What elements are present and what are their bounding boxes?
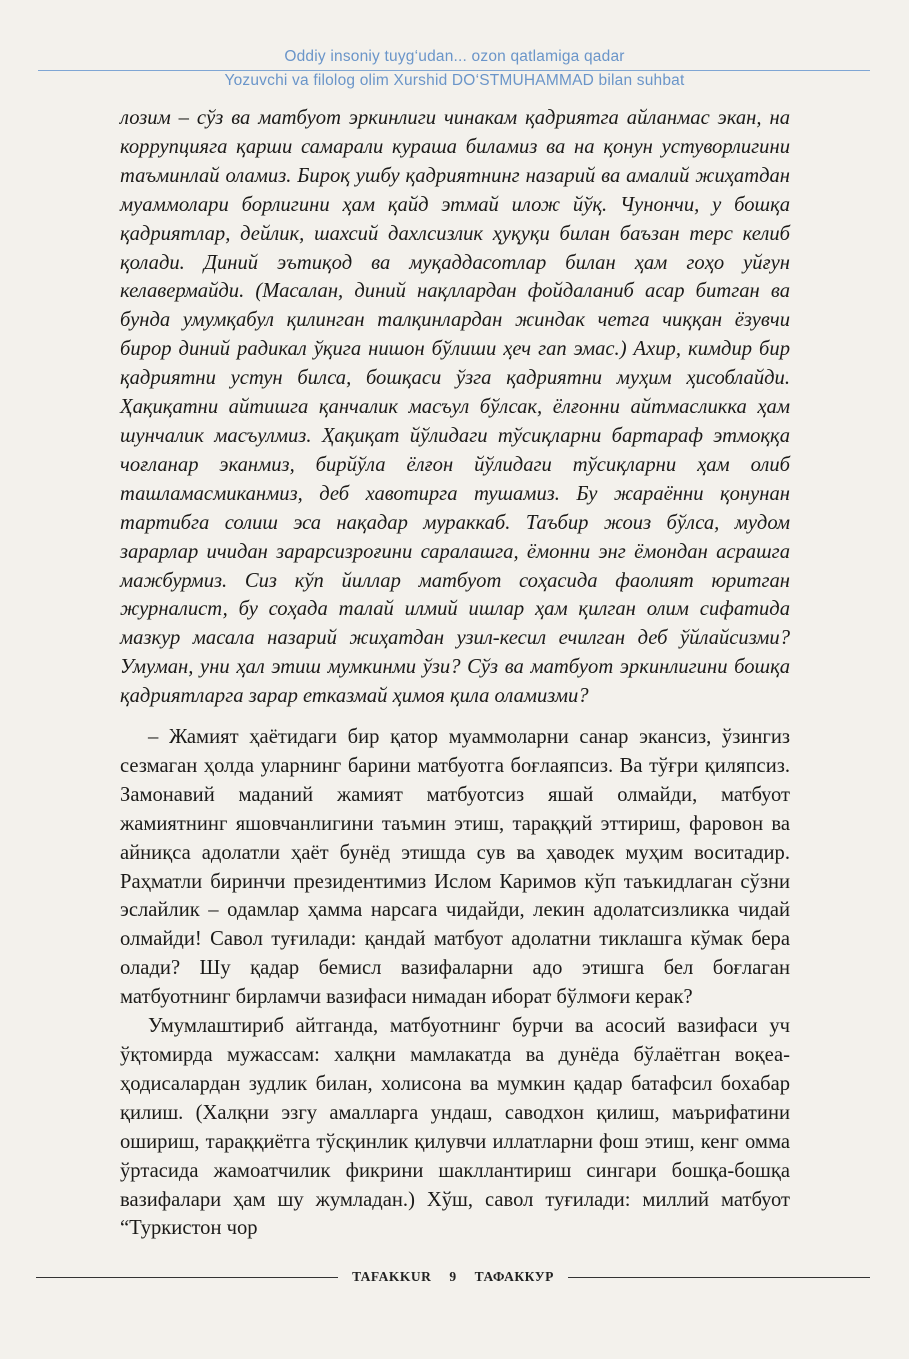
header-subtitle: Yozuvchi va filolog olim Xurshid DO‘STMUHAMMAD bilan suhbat xyxy=(224,72,685,89)
answer-paragraph-2: Умумлаштириб айтганда, матбуотнинг бурчи ва асосий вазифаси уч ўқтомирда мужассам: халқни мамлакатда ва дунёда бўлаётган воқеа-ҳодисалардан зудлик билан, холисона ва мумкин қадар батафсил бохабар қилиш. (Халқни эзгу амалларга ундаш, саводхон қилиш, маърифатини ошириш, тараққиётга тўсқинлик қилувчи иллатларни фош этиш, кенг омма ўртасида жамоатчилик фикрини шакллантириш сингари бошқа-бошқа вазифалари ҳам шу жумладан.) Хўш, савол туғилади: миллий матбуот “Туркистон чор xyxy=(120,1015,790,1240)
page-footer xyxy=(36,1266,870,1288)
footer-rule-right xyxy=(568,1277,870,1278)
header-rule xyxy=(38,70,870,71)
footer-rule-left xyxy=(36,1277,338,1278)
footer-text xyxy=(352,1269,554,1285)
answer-paragraph-1: – Жамият ҳаётидаги бир қатор муаммоларни санар экансиз, ўзингиз сезмаган ҳолда уларнинг барини матбуотга боғлаяпсиз. Ва тўғри қиляпсиз. Замонавий маданий жамият матбуотсиз яшай олмайди, матбуот жамиятнинг яшовчанлигини таъмин этиш, тараққий эттириш, фаровон ва айниқса адолатли ҳаёт бунёд этишда сув ва ҳаводек муҳим воситадир. Раҳматли биринчи президентимиз Ислом Каримов кўп таъкидлаган сўзни эслайлик – одамлар ҳамма нарсага чидайди, лекин адолатсизликка чидай олмайди! Савол туғилади: қандай матбуот адолатни тиклашга кўмак бера олади? Шу қадар бемисл вазифаларни адо этишга бел боғлаган матбуотнинг бирламчи вазифаси нимадан иборат бўлмоғи керак? xyxy=(120,726,790,1009)
running-header xyxy=(0,48,909,90)
interviewer-question: лозим – сўз ва матбуот эркинлиги чинакам қадриятга айланмас экан, на коррупцияга қарши самарали кураша биламиз ва на қонун устуворлигини таъминлай оламиз. Бироқ ушбу қадриятнинг назарий ва амалий жиҳатдан муаммолари борлигини ҳам қайд этмай илож йўқ. Чунончи, у бошқа қадриятлар, дейлик, шахсий дахлсизлик ҳуқуқи билан баъзан терс келиб қолади. Диний эътиқод ва муқаддасотлар билан ҳам гоҳо уйғун келавермайди. (Масалан, диний нақллардан фойдаланиб асар битган ва бунда умумқабул қилинган талқинлардан жиндак четга чиққан ёзувчи бирор диний радикал ўқига нишон бўлиши ҳеч гап эмас.) Ахир, кимдир бир қадриятни устун билса, бошқаси ўзга қадриятни муҳим ҳисоблайди. Ҳақиқатни айтишга қанчалик масъул бўлсак, ёлғонни айтмасликка ҳам шунчалик масъулмиз. Ҳақиқат йўлидаги тўсиқларни бартараф этмоққа чоғланар эканмиз, бирйўла ёлғон йўлидаги тўсиқларни ҳам олиб ташламасмиканмиз, деб хавотирга тушамиз. Бу жараённи қонунан тартибга солиш эса нақадар мураккаб. Таъбир жоиз бўлса, мудом зарарлар ичидан зарарсизроғини саралашга, ёмонни энг ёмондан асрашга мажбурмиз. Сиз кўп йиллар матбуот соҳасида фаолият юритган журналист, бу соҳада талай илмий ишлар ҳам қилган олим сифатида мазкур масала назарий жиҳатдан узил-кесил ечилган деб ўйлайсизми? Умуман, уни ҳал этиш мумкинми ўзи? Сўз ва матбуот эркинлигини бошқа қадриятларга зарар етказмай ҳимоя қила оламизми? xyxy=(120,107,790,708)
article-body xyxy=(120,104,790,1243)
footer-journal-cyrillic: ТАФАККУР xyxy=(474,1269,554,1284)
header-title: Oddiy insoniy tuyg‘udan... ozon qatlamiga qadar xyxy=(284,48,625,65)
footer-journal-latin: TAFAKKUR xyxy=(352,1269,432,1284)
page-number: 9 xyxy=(449,1269,457,1284)
